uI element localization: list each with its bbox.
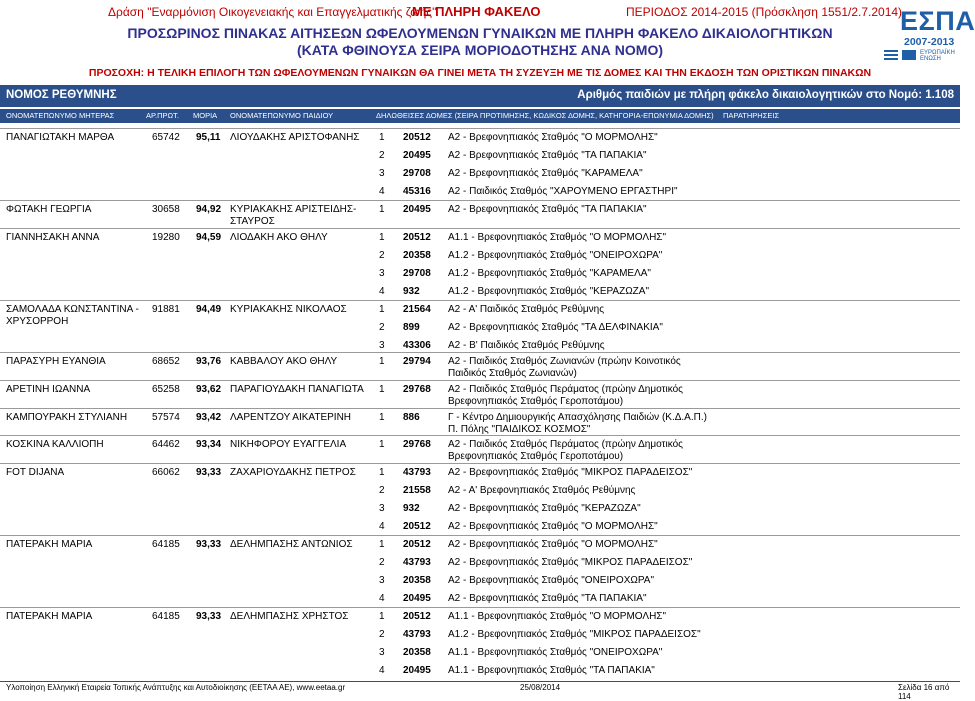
preference-order: 1 xyxy=(379,412,385,423)
score: 93,76 xyxy=(196,356,222,367)
mother-name: ΓΙΑΝΝΗΣΑΚΗ ΑΝΝΑ xyxy=(6,232,100,243)
structure-code: 43793 xyxy=(403,629,431,640)
prefecture-name: ΝΟΜΟΣ ΡΕΘΥΜΝΗΣ xyxy=(6,89,117,101)
preference-order: 3 xyxy=(379,340,385,351)
mother-name: ΠΑΤΕΡΑΚΗ ΜΑΡΙΑ xyxy=(6,611,93,622)
mother-name: ΚΟΣΚΙΝΑ ΚΑΛΛΙΟΠΗ xyxy=(6,439,104,450)
protocol-number: 64185 xyxy=(152,539,180,550)
structure-code: 29708 xyxy=(403,268,431,279)
structure-code: 43306 xyxy=(403,340,431,351)
structure-description: Γ - Κέντρο Δημιουργικής Απασχόλησης Παιδιών (Κ.Δ.Α.Π.) Π. Πόλης "ΠΑΙΔΙΚΟΣ ΚΟΣΜΟΣ" xyxy=(448,412,707,435)
structure-description: Α2 - Βρεφονηπιακός Σταθμός "Ο ΜΟΡΜΟΛΗΣ" xyxy=(448,132,658,143)
structure-description: Α2 - Παιδικός Σταθμός Ζωνιανών (πρώην Κοινοτικός Παιδικός Σταθμός Ζωνιανών) xyxy=(448,356,681,379)
table-row xyxy=(0,228,960,301)
preference-order: 4 xyxy=(379,593,385,604)
footer-credit: Υλοποίηση Ελληνική Εταιρεία Τοπικής Ανάπτυξης και Αυτοδιοίκησης (ΕΕΤΑΑ ΑΕ), www.eetaa.gr xyxy=(6,683,346,692)
structure-code: 20358 xyxy=(403,575,431,586)
espa-logo-sub: ΕΥΡΩΠΑΪΚΗ ΕΝΩΣΗ xyxy=(920,50,955,62)
structure-code: 45316 xyxy=(403,186,431,197)
table-row xyxy=(0,408,960,436)
child-name: ΛΙΟΥΔΑΚΗΣ ΑΡΙΣΤΟΦΑΝΗΣ xyxy=(230,132,360,143)
col-mother: ΟΝΟΜΑΤΕΠΩΝΥΜΟ ΜΗΤΕΡΑΣ xyxy=(6,111,115,120)
preference-order: 2 xyxy=(379,250,385,261)
structure-code: 20495 xyxy=(403,150,431,161)
structure-description: Α1.1 - Βρεφονηπιακός Σταθμός "Ο ΜΟΡΜΟΛΗΣ" xyxy=(448,232,667,243)
structure-code: 20512 xyxy=(403,521,431,532)
preference-order: 1 xyxy=(379,204,385,215)
protocol-number: 65258 xyxy=(152,384,180,395)
protocol-number: 64185 xyxy=(152,611,180,622)
structure-description: Α2 - Βρεφονηπιακός Σταθμός "ΟΝΕΙΡΟΧΩΡΑ" xyxy=(448,575,654,586)
warning-notice: ΠΡΟΣΟΧΗ: Η ΤΕΛΙΚΗ ΕΠΙΛΟΓΗ ΤΩΝ ΩΦΕΛΟΥΜΕΝΩΝ ΓΥΝΑΙΚΩΝ ΘΑ ΓΙΝΕΙ ΜΕΤΑ ΤΗ ΣΥΖΕΥΞΗ ΜΕ ΤΙΣ ΔΟΜΕΣ ΚΑΙ ΤΗΝ ΕΚΔΟΣΗ ΤΩΝ ΟΡΙΣΤΙΚΩΝ ΠΙΝΑΚΩΝ xyxy=(88,67,872,79)
preference-order: 2 xyxy=(379,629,385,640)
espa-logo-text: ΕΣΠΑ xyxy=(900,6,975,36)
score: 93,33 xyxy=(196,539,222,550)
mother-name: ΠΑΤΕΡΑΚΗ ΜΑΡΙΑ xyxy=(6,539,93,550)
table-row xyxy=(0,128,960,201)
structure-description: Α2 - Βρεφονηπιακός Σταθμός "ΤΑ ΔΕΛΦΙΝΑΚΙΑ" xyxy=(448,322,663,333)
structure-description: Α2 - Βρεφονηπιακός Σταθμός "Ο ΜΟΡΜΟΛΗΣ" xyxy=(448,521,658,532)
preference-order: 3 xyxy=(379,168,385,179)
structure-code: 20495 xyxy=(403,665,431,676)
preference-order: 1 xyxy=(379,384,385,395)
child-name: ΔΕΛΗΜΠΑΣΗΣ ΧΡΗΣΤΟΣ xyxy=(230,611,349,622)
protocol-number: 66062 xyxy=(152,467,180,478)
structure-code: 932 xyxy=(403,503,420,514)
structure-code: 29768 xyxy=(403,384,431,395)
espa-logo xyxy=(880,4,975,64)
col-child: ΟΝΟΜΑΤΕΠΩΝΥΜΟ ΠΑΙΔΙΟΥ xyxy=(230,111,334,120)
mother-name: ΦΩΤΑΚΗ ΓΕΩΡΓΙΑ xyxy=(6,204,92,215)
preference-order: 1 xyxy=(379,304,385,315)
page-footer xyxy=(0,681,960,701)
score: 93,33 xyxy=(196,611,222,622)
children-count: Αριθμός παιδιών με πλήρη φάκελο δικαιολογητικών στο Νομό: 1.108 xyxy=(577,89,954,101)
preference-order: 3 xyxy=(379,575,385,586)
structure-description: Α2 - Βρεφονηπιακός Σταθμός "ΜΙΚΡΟΣ ΠΑΡΑΔΕΙΣΟΣ" xyxy=(448,557,693,568)
structure-code: 899 xyxy=(403,322,420,333)
protocol-number: 57574 xyxy=(152,412,180,423)
protocol-number: 68652 xyxy=(152,356,180,367)
structure-description: Α2 - Α' Παιδικός Σταθμός Ρεθύμνης xyxy=(448,304,605,315)
table-row xyxy=(0,535,960,608)
score: 93,33 xyxy=(196,467,222,478)
col-protocol: ΑΡ.ΠΡΩΤ. xyxy=(146,111,179,120)
preference-order: 2 xyxy=(379,150,385,161)
table-row xyxy=(0,300,960,353)
protocol-number: 91881 xyxy=(152,304,180,315)
child-name: ΚΥΡΙΑΚΑΚΗΣ ΑΡΙΣΤΕΙΔΗΣ-ΣΤΑΥΡΟΣ xyxy=(230,204,357,227)
structure-code: 29794 xyxy=(403,356,431,367)
preference-order: 1 xyxy=(379,539,385,550)
table-row xyxy=(0,435,960,464)
preference-order: 1 xyxy=(379,611,385,622)
structure-description: Α2 - Βρεφονηπιακός Σταθμός "ΜΙΚΡΟΣ ΠΑΡΑΔΕΙΣΟΣ" xyxy=(448,467,693,478)
structure-code: 20495 xyxy=(403,204,431,215)
mother-name: ΠΑΝΑΓΙΩΤΑΚΗ ΜΑΡΘΑ xyxy=(6,132,115,143)
child-name: ΚΥΡΙΑΚΑΚΗΣ ΝΙΚΟΛΑΟΣ xyxy=(230,304,347,315)
structure-description: Α2 - Παιδικός Σταθμός Περάματος (πρώην Δημοτικός Βρεφονηπιακός Σταθμός Γεροποτάμου) xyxy=(448,439,683,462)
table-row xyxy=(0,352,960,381)
structure-code: 29708 xyxy=(403,168,431,179)
table-row xyxy=(0,380,960,409)
preference-order: 4 xyxy=(379,665,385,676)
preference-order: 2 xyxy=(379,557,385,568)
preference-order: 4 xyxy=(379,521,385,532)
preference-order: 1 xyxy=(379,132,385,143)
structure-code: 20512 xyxy=(403,611,431,622)
score: 93,42 xyxy=(196,412,222,423)
col-score: ΜΟΡΙΑ xyxy=(193,111,218,120)
document-subtitle: (ΚΑΤΑ ΦΘΙΝΟΥΣΑ ΣΕΙΡΑ ΜΟΡΙΟΔΟΤΗΣΗΣ ΑΝΑ ΝΟΜΟ) xyxy=(296,42,664,58)
mother-name: ΣΑΜΟΛΑΔΑ ΚΩΝΣΤΑΝΤΙΝΑ - ΧΡΥΣΟΡΡΟΗ xyxy=(6,304,139,327)
structure-description: Α1.2 - Βρεφονηπιακός Σταθμός "ΚΑΡΑΜΕΛΑ" xyxy=(448,268,651,279)
child-name: ΖΑΧΑΡΙΟΥΔΑΚΗΣ ΠΕΤΡΟΣ xyxy=(230,467,356,478)
structure-code: 20512 xyxy=(403,539,431,550)
structure-description: Α2 - Βρεφονηπιακός Σταθμός "ΚΑΡΑΜΕΛΑ" xyxy=(448,168,643,179)
score: 95,11 xyxy=(196,132,221,143)
column-headers xyxy=(0,109,960,123)
structure-description: Α1.2 - Βρεφονηπιακός Σταθμός "ΜΙΚΡΟΣ ΠΑΡΑΔΕΙΣΟΣ" xyxy=(448,629,701,640)
structure-code: 21558 xyxy=(403,485,431,496)
structure-description: Α2 - Βρεφονηπιακός Σταθμός "ΤΑ ΠΑΠΑΚΙΑ" xyxy=(448,593,647,604)
structure-description: Α1.1 - Βρεφονηπιακός Σταθμός "ΤΑ ΠΑΠΑΚΙΑ" xyxy=(448,665,655,676)
structure-description: Α2 - Παιδικός Σταθμός Περάματος (πρώην Δημοτικός Βρεφονηπιακός Σταθμός Γεροποτάμου) xyxy=(448,384,683,407)
structure-code: 20512 xyxy=(403,132,431,143)
child-name: ΝΙΚΗΦΟΡΟΥ ΕΥΑΓΓΕΛΙΑ xyxy=(230,439,347,450)
table-row xyxy=(0,200,960,229)
preference-order: 3 xyxy=(379,503,385,514)
structure-code: 43793 xyxy=(403,557,431,568)
protocol-number: 65742 xyxy=(152,132,180,143)
footer-page: Σελίδα 16 από 114 xyxy=(898,683,950,701)
col-remarks: ΠΑΡΑΤΗΡΗΣΕΙΣ xyxy=(723,111,780,120)
espa-logo-years: 2007-2013 xyxy=(904,36,955,48)
structure-code: 29768 xyxy=(403,439,431,450)
structure-description: Α2 - Βρεφονηπιακός Σταθμός "ΚΕΡΑΖΩΖΑ" xyxy=(448,503,641,514)
eu-flag-icon xyxy=(902,50,916,60)
preference-order: 4 xyxy=(379,186,385,197)
greek-flag-icon xyxy=(884,50,898,60)
score: 93,62 xyxy=(196,384,222,395)
structure-code: 886 xyxy=(403,412,420,423)
score: 94,59 xyxy=(196,232,222,243)
child-name: ΛΑΡΕΝΤΖΟΥ ΑΙΚΑΤΕΡΙΝΗ xyxy=(230,412,352,423)
table-row xyxy=(0,607,960,680)
structure-code: 20358 xyxy=(403,647,431,658)
structure-description: Α2 - Β' Παιδικός Σταθμός Ρεθύμνης xyxy=(448,340,605,351)
preference-order: 1 xyxy=(379,356,385,367)
period-label: ΠΕΡΙΟΔΟΣ 2014-2015 (Πρόσκληση 1551/2.7.2014) xyxy=(626,5,903,19)
score: 94,92 xyxy=(196,204,222,215)
protocol-number: 30658 xyxy=(152,204,180,215)
structure-description: Α1.2 - Βρεφονηπιακός Σταθμός "ΚΕΡΑΖΩΖΑ" xyxy=(448,286,649,297)
child-name: ΠΑΡΑΓΙΟΥΔΑΚΗ ΠΑΝΑΓΙΩΤΑ xyxy=(230,384,364,395)
mother-name: ΚΑΜΠΟΥΡΑΚΗ ΣΤΥΛΙΑΝΗ xyxy=(6,412,128,423)
structure-description: Α2 - Βρεφονηπιακός Σταθμός "ΤΑ ΠΑΠΑΚΙΑ" xyxy=(448,150,647,161)
action-title: Δράση "Εναρμόνιση Οικογενειακής και Επαγγελματικής ζωής" xyxy=(108,5,437,19)
preference-order: 3 xyxy=(379,647,385,658)
preference-order: 3 xyxy=(379,268,385,279)
preference-order: 2 xyxy=(379,485,385,496)
mother-name: FOT DIJANA xyxy=(6,467,65,478)
structure-description: Α1.1 - Βρεφονηπιακός Σταθμός "ΟΝΕΙΡΟΧΩΡΑ" xyxy=(448,647,663,658)
structure-description: Α2 - Βρεφονηπιακός Σταθμός "ΤΑ ΠΑΠΑΚΙΑ" xyxy=(448,204,647,215)
score: 93,34 xyxy=(196,439,222,450)
preference-order: 2 xyxy=(379,322,385,333)
prefecture-band xyxy=(0,85,960,107)
col-structures: ΔΗΛΩΘΕΙΣΕΣ ΔΟΜΕΣ (ΣΕΙΡΑ ΠΡΟΤΙΜΗΣΗΣ, ΚΩΔΙΚΟΣ ΔΟΜΗΣ, ΚΑΤΗΓΟΡΙΑ-ΕΠΩΝΥΜΙΑ ΔΟΜΗΣ) xyxy=(376,111,714,120)
structure-description: Α2 - Παιδικός Σταθμός "ΧΑΡΟΥΜΕΝΟ ΕΡΓΑΣΤΗΡΙ" xyxy=(448,186,678,197)
structure-code: 21564 xyxy=(403,304,431,315)
preference-order: 4 xyxy=(379,286,385,297)
full-file-label: ΜΕ ΠΛΗΡΗ ΦΑΚΕΛΟ xyxy=(412,4,541,19)
child-name: ΔΕΛΗΜΠΑΣΗΣ ΑΝΤΩΝΙΟΣ xyxy=(230,539,353,550)
structure-code: 20358 xyxy=(403,250,431,261)
mother-name: ΑΡΕΤΙΝΗ ΙΩΑΝΝΑ xyxy=(6,384,91,395)
preference-order: 1 xyxy=(379,232,385,243)
structure-description: Α2 - Βρεφονηπιακός Σταθμός "Ο ΜΟΡΜΟΛΗΣ" xyxy=(448,539,658,550)
structure-description: Α1.1 - Βρεφονηπιακός Σταθμός "Ο ΜΟΡΜΟΛΗΣ" xyxy=(448,611,667,622)
structure-code: 20512 xyxy=(403,232,431,243)
structure-code: 20495 xyxy=(403,593,431,604)
child-name: ΚΑΒΒΑΛΟΥ ΑΚΟ ΘΗΛΥ xyxy=(230,356,338,367)
structure-description: Α2 - Α' Βρεφονηπιακός Σταθμός Ρεθύμνης xyxy=(448,485,636,496)
child-name: ΛΙΟΔΑΚΗ ΑΚΟ ΘΗΛΥ xyxy=(230,232,328,243)
structure-code: 43793 xyxy=(403,467,431,478)
preference-order: 1 xyxy=(379,467,385,478)
score: 94,49 xyxy=(196,304,222,315)
table-row xyxy=(0,463,960,536)
mother-name: ΠΑΡΑΣΥΡΗ ΕΥΑΝΘΙΑ xyxy=(6,356,106,367)
page-header xyxy=(0,0,975,86)
document-title: ΠΡΟΣΩΡΙΝΟΣ ΠΙΝΑΚΑΣ ΑΙΤΗΣΕΩΝ ΩΦΕΛΟΥΜΕΝΩΝ ΓΥΝΑΙΚΩΝ ΜΕ ΠΛΗΡΗ ΦΑΚΕΛΟ ΔΙΚΑΙΟΛΟΓΗΤΙΚΩΝ xyxy=(127,25,833,41)
protocol-number: 64462 xyxy=(152,439,180,450)
footer-date: 25/08/2014 xyxy=(520,683,561,692)
preference-order: 1 xyxy=(379,439,385,450)
protocol-number: 19280 xyxy=(152,232,180,243)
structure-description: Α1.2 - Βρεφονηπιακός Σταθμός "ΟΝΕΙΡΟΧΩΡΑ" xyxy=(448,250,663,261)
structure-code: 932 xyxy=(403,286,420,297)
